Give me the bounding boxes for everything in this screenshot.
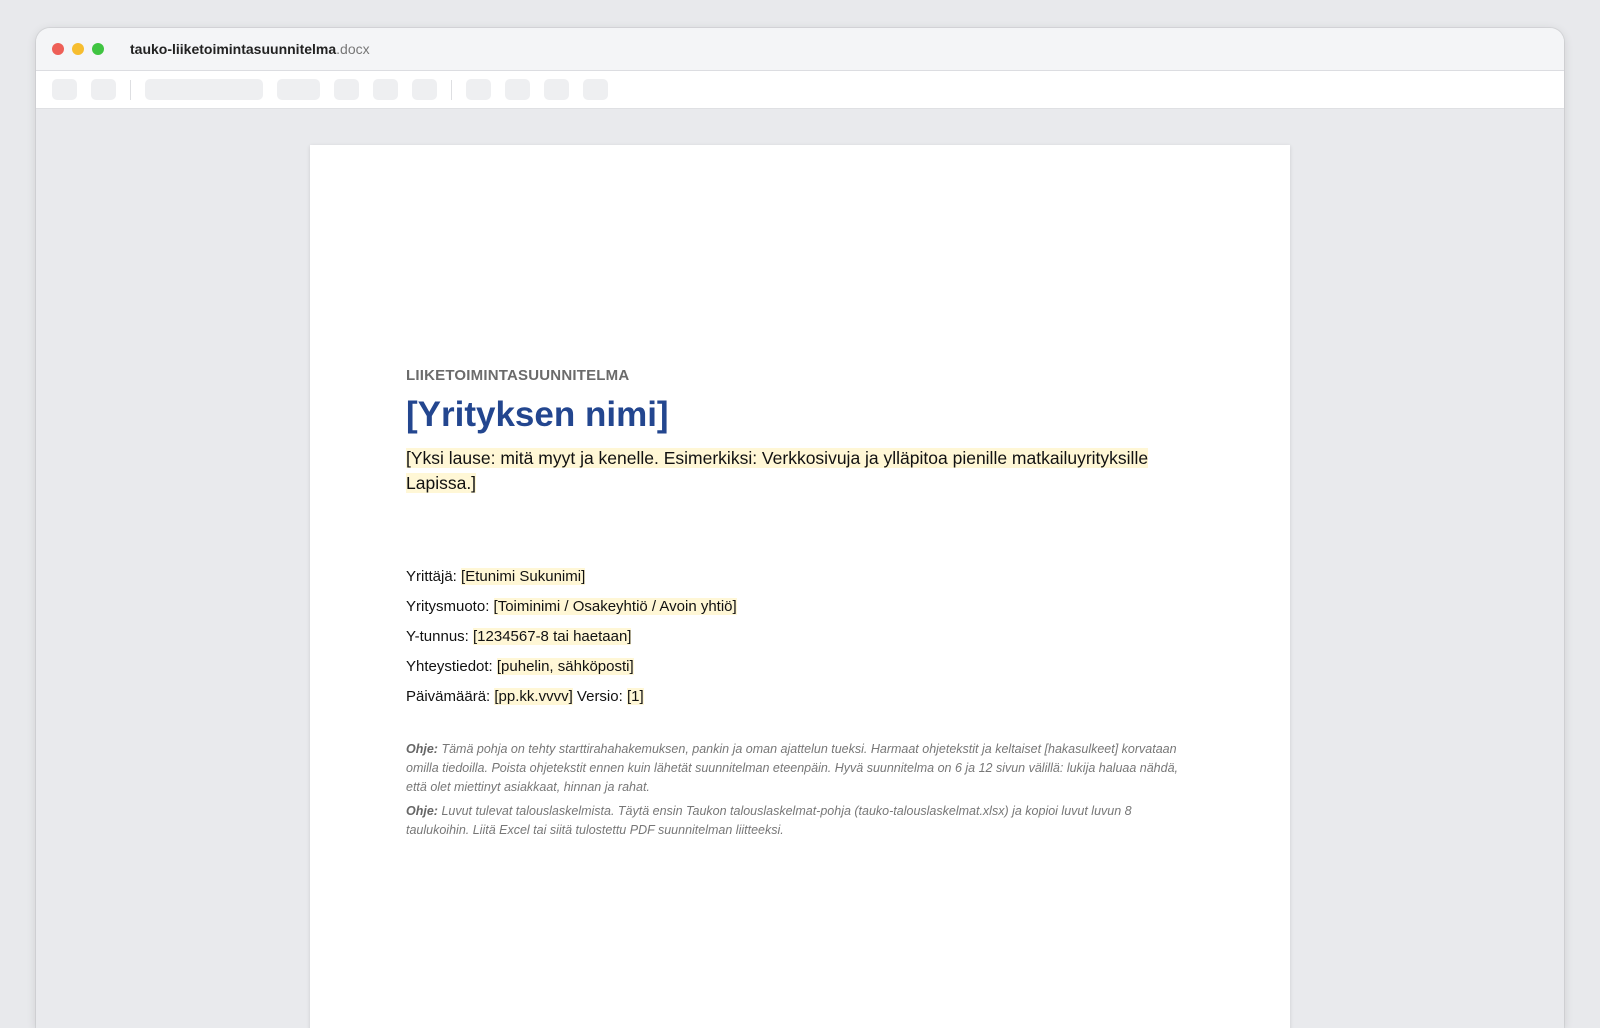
document-page[interactable] <box>310 145 1290 1028</box>
title-bar <box>36 28 1564 71</box>
toolbar <box>36 71 1564 109</box>
zoom-window-button[interactable] <box>92 43 104 55</box>
field-label: Päivämäärä: <box>406 688 491 705</box>
toolbar-button-8[interactable] <box>544 79 569 100</box>
field-label: Yritysmuoto: <box>406 598 490 615</box>
window-title-filename: tauko-liiketoimintasuunnitelma <box>130 41 337 57</box>
field-placeholder: [1] <box>626 688 644 705</box>
minimize-window-button[interactable] <box>72 43 84 55</box>
instruction-notes <box>406 740 1196 840</box>
note-text: Tämä pohja on tehty starttirahahakemuksen, pankin ja oman ajattelun tueksi. Harmaat ohjetekstit ja keltaiset [hakasulkeet] korvataan omilla tiedoilla. Poista ohjetekstit ennen kuin lähetät suunnitelman eteenpäin. Hyvä suunnitelma on 6 ja 12 sivun välillä: lukija haluaa nähdä, että olet miettinyt asiakkaat, hinnan ja rahat. <box>406 742 1179 794</box>
field-placeholder: [puhelin, sähköposti] <box>496 658 634 675</box>
field-placeholder: [Toiminimi / Osakeyhtiö / Avoin yhtiö] <box>493 598 737 615</box>
document-title: [Yrityksen nimi] <box>406 395 669 434</box>
document-content <box>406 367 1196 845</box>
instruction-note <box>406 802 1196 840</box>
note-label: Ohje: <box>406 742 438 756</box>
toolbar-button-4[interactable] <box>373 79 398 100</box>
note-text: Luvut tulevat talouslaskelmista. Täytä ensin Taukon talouslaskelmat-pohja (tauko-talouslaskelmat.xlsx) ja kopioi luvut luvun 8 taulukoihin. Liitä Excel tai siitä tulostettu PDF suunnitelman liitteeksi. <box>406 804 1132 837</box>
toolbar-divider <box>451 80 452 100</box>
toolbar-font-size-dropdown[interactable] <box>277 79 320 100</box>
field-placeholder: [pp.kk.vvvv] <box>494 688 573 705</box>
toolbar-button-1[interactable] <box>52 79 77 100</box>
toolbar-button-7[interactable] <box>505 79 530 100</box>
toolbar-button-9[interactable] <box>583 79 608 100</box>
toolbar-divider <box>130 80 131 100</box>
close-window-button[interactable] <box>52 43 64 55</box>
field-label: Versio: <box>576 688 623 705</box>
window-title <box>130 41 370 57</box>
field-row-entrepreneur <box>406 562 1196 592</box>
app-window <box>36 28 1564 1028</box>
note-label: Ohje: <box>406 804 438 818</box>
toolbar-style-dropdown[interactable] <box>145 79 263 100</box>
toolbar-button-3[interactable] <box>334 79 359 100</box>
company-details <box>406 562 1196 712</box>
window-title-extension: .docx <box>336 41 370 57</box>
toolbar-button-2[interactable] <box>91 79 116 100</box>
instruction-note <box>406 740 1196 797</box>
subtitle-placeholder: [Yksi lause: mitä myyt ja kenelle. Esimerkiksi: Verkkosivuja ja ylläpitoa pienille matkailuyrityksille Lapissa.] <box>406 448 1149 493</box>
field-row-company-form <box>406 592 1196 622</box>
field-row-contact <box>406 652 1196 682</box>
field-placeholder: [Etunimi Sukunimi] <box>461 568 586 585</box>
field-row-date-version <box>406 682 1196 712</box>
toolbar-button-6[interactable] <box>466 79 491 100</box>
field-placeholder: [1234567-8 tai haetaan] <box>473 628 632 645</box>
window-controls <box>52 43 104 55</box>
toolbar-button-5[interactable] <box>412 79 437 100</box>
field-label: Y-tunnus: <box>406 628 469 645</box>
field-label: Yrittäjä: <box>406 568 457 585</box>
field-label: Yhteystiedot: <box>406 658 493 675</box>
field-row-business-id <box>406 622 1196 652</box>
document-eyebrow: LIIKETOIMINTASUUNNITELMA <box>406 367 630 384</box>
document-subtitle <box>406 446 1196 496</box>
